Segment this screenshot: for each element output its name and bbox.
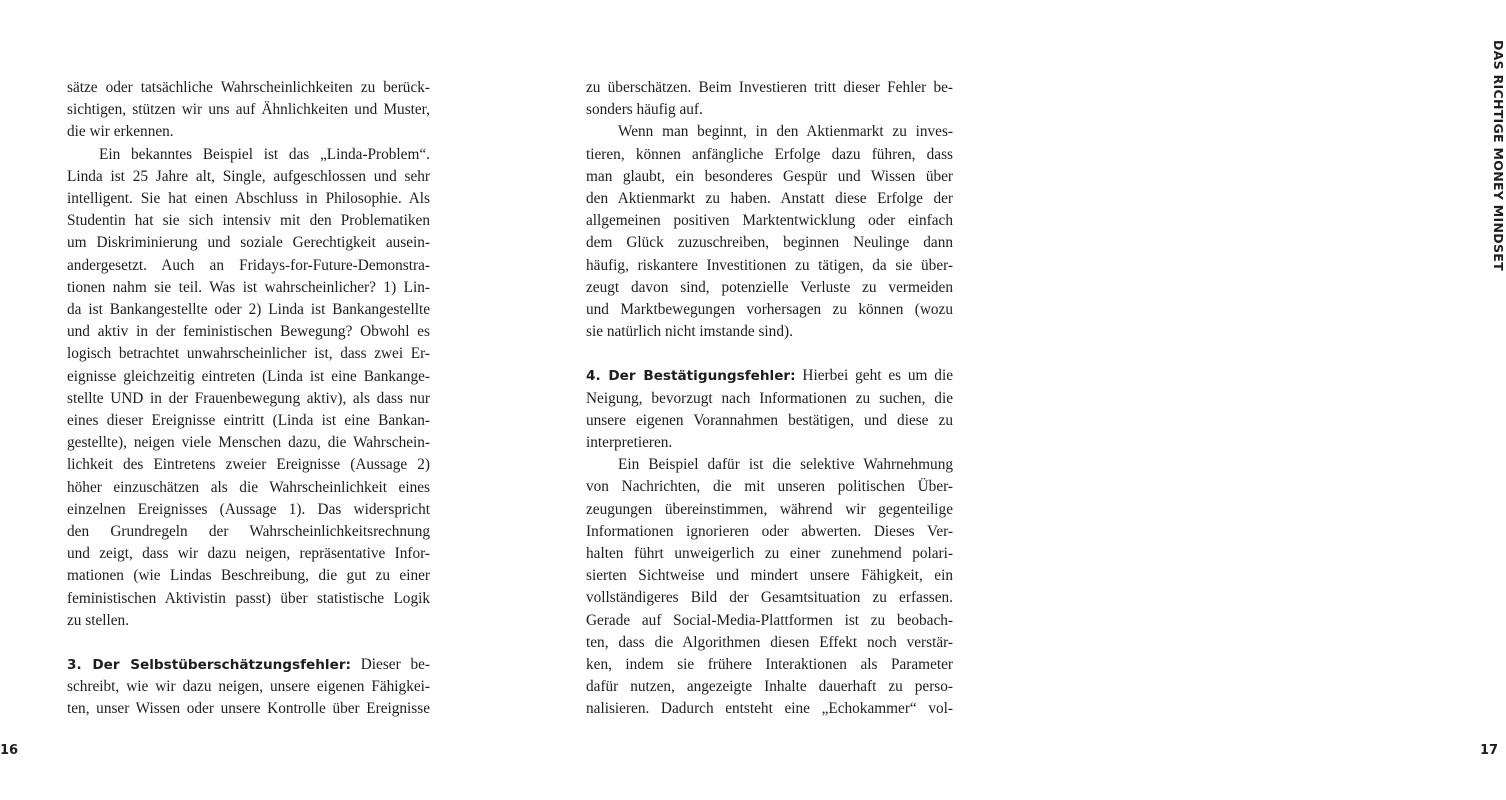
text-line: Wenn man beginnt, in den Aktienmarkt zu inves- [618, 123, 953, 141]
text-line: interpretieren. [586, 434, 673, 452]
text-line: andergesetzt. Auch an Fridays-for-Future-Demonstra- [67, 256, 430, 274]
text-line: Ein Beispiel dafür ist die selektive Wahrnehmung [618, 456, 953, 474]
text-line: sichtigen, stützen wir uns auf Ähnlichkeiten und Muster, [67, 101, 430, 119]
text-line: nalisieren. Dadurch entsteht eine „Echokammer“ vol- [586, 700, 953, 718]
text-line: eines dieser Ereignisse eintritt (Linda ist eine Bankan- [67, 412, 430, 430]
text-line: Ein bekanntes Beispiel ist das „Linda-Problem“. [99, 145, 430, 163]
section-heading-line: 4. Der Bestätigungsfehler: Hierbei geht es um die [586, 367, 953, 385]
text-line: logisch betrachtet unwahrscheinlicher ist, dass zwei Er- [67, 345, 430, 363]
text-line: eignisse gleichzeitig eintreten (Linda ist eine Bankange- [67, 367, 430, 385]
text-line: häufig, riskantere Investitionen zu tätigen, da sie über- [586, 256, 953, 274]
text-line: gestellte), neigen viele Menschen dazu, die Wahrschein- [67, 434, 430, 452]
text-line: zu überschätzen. Beim Investieren tritt dieser Fehler be- [586, 79, 953, 96]
text-line: unsere eigenen Vorannahmen bestätigen, und diese zu [586, 411, 953, 429]
text-line: höher einzuschätzen als die Wahrscheinlichkeit eines [67, 478, 430, 496]
text-line: von Nachrichten, die mit unseren politischen Über- [586, 478, 953, 496]
page-number-left: 16 [0, 743, 19, 758]
text-line: intelligent. Sie hat einen Abschluss in Philosophie. Als [67, 190, 430, 208]
text-line: allgemeinen positiven Marktentwicklung oder einfach [586, 212, 953, 230]
text-line: Informationen ignorieren oder abwerten. Dieses Ver- [586, 522, 953, 540]
text-line: Neigung, bevorzugt nach Informationen zu suchen, die [586, 389, 953, 407]
running-header: DAS RICHTIGE MONEY MINDSET [1491, 40, 1506, 271]
text-line: und aktiv in der feministischen Bewegung? Obwohl es [67, 323, 430, 341]
right-page-body [586, 77, 953, 721]
text-line: zeugt davon sind, potenzielle Verluste zu vermeiden [586, 278, 953, 296]
text-line: da ist Bankangestellte oder 2) Linda ist Bankangestellte [67, 301, 430, 319]
text-line: sierten Sichtweise und mindert unsere Fähigkeit, ein [586, 567, 953, 585]
paragraph-gap [586, 343, 953, 365]
text-line: und zeigt, dass wir dazu neigen, repräsentative Infor- [67, 545, 430, 563]
text-line: dafür nutzen, angezeigte Inhalte dauerhaft zu perso- [586, 678, 953, 696]
text-line: sie natürlich nicht imstande sind). [586, 323, 793, 341]
text-line: Linda ist 25 Jahre alt, Single, aufgeschlossen und sehr [67, 167, 430, 185]
text-line: feministischen Aktivistin passt) über statistische Logik [67, 589, 430, 607]
right-page [500, 0, 1506, 800]
text-line: halten führt unweigerlich zu einer zunehmend polari- [586, 545, 953, 563]
text-line: vollständigeres Bild der Gesamtsituation zu erfassen. [586, 589, 953, 607]
text-line: schreibt, wie wir dazu neigen, unsere eigenen Fähigkei- [67, 678, 430, 696]
left-page [0, 0, 500, 800]
page-number-right: 17 [1480, 743, 1499, 758]
text-line: um Diskriminierung und soziale Gerechtigkeit ausein- [67, 234, 430, 252]
text-line: ken, indem sie frühere Interaktionen als Parameter [586, 656, 953, 674]
text-line: tieren, können anfängliche Erfolge dazu führen, dass [586, 145, 953, 163]
text-line: sätze oder tatsächliche Wahrscheinlichkeiten zu berück- [67, 79, 430, 96]
text-line: den Aktienmarkt zu haben. Anstatt diese Erfolge der [586, 190, 953, 208]
section-heading: 4. Der Bestätigungsfehler: [586, 368, 796, 385]
text-line: mationen (wie Lindas Beschreibung, die gut zu einer [67, 567, 430, 585]
text-line: und Marktbewegungen vorhersagen zu können (wozu [586, 301, 953, 319]
text-line: die wir erkennen. [67, 123, 174, 141]
section-heading: 3. Der Selbstüberschätzungsfehler: [67, 657, 351, 674]
text-line: ten, unser Wissen oder unsere Kontrolle über Ereignisse [67, 700, 430, 718]
text-line: tionen nahm sie teil. Was ist wahrscheinlicher? 1) Lin- [67, 278, 430, 296]
text-line: dem Glück zuzuschreiben, beginnen Neulinge dann [586, 234, 953, 252]
text-line: zeugungen übereinstimmen, während wir gegenteilige [586, 500, 953, 518]
paragraph-gap [67, 632, 430, 654]
text-line: Gerade auf Social-Media-Plattformen ist zu beobach- [586, 611, 953, 629]
text-line: sonders häufig auf. [586, 101, 703, 119]
section-heading-line: 3. Der Selbstüberschätzungsfehler: Dieser be- [67, 656, 430, 674]
text-line: man glaubt, ein besonderes Gespür und Wissen über [586, 167, 953, 185]
text-line: Studentin hat sie sich intensiv mit den Problematiken [67, 212, 430, 230]
text-line: einzelnen Ereignisses (Aussage 1). Das widerspricht [67, 500, 430, 518]
text-line: lichkeit des Eintretens zweier Ereignisse (Aussage 2) [67, 456, 430, 474]
text-line: den Grundregeln der Wahrscheinlichkeitsrechnung [67, 523, 430, 541]
text-line: stellte UND in der Frauenbewegung aktiv), als dass nur [67, 389, 430, 407]
text-line: zu stellen. [67, 611, 130, 629]
text-line: ten, dass die Algorithmen diesen Effekt noch verstär- [586, 633, 953, 651]
left-page-body [67, 77, 430, 721]
